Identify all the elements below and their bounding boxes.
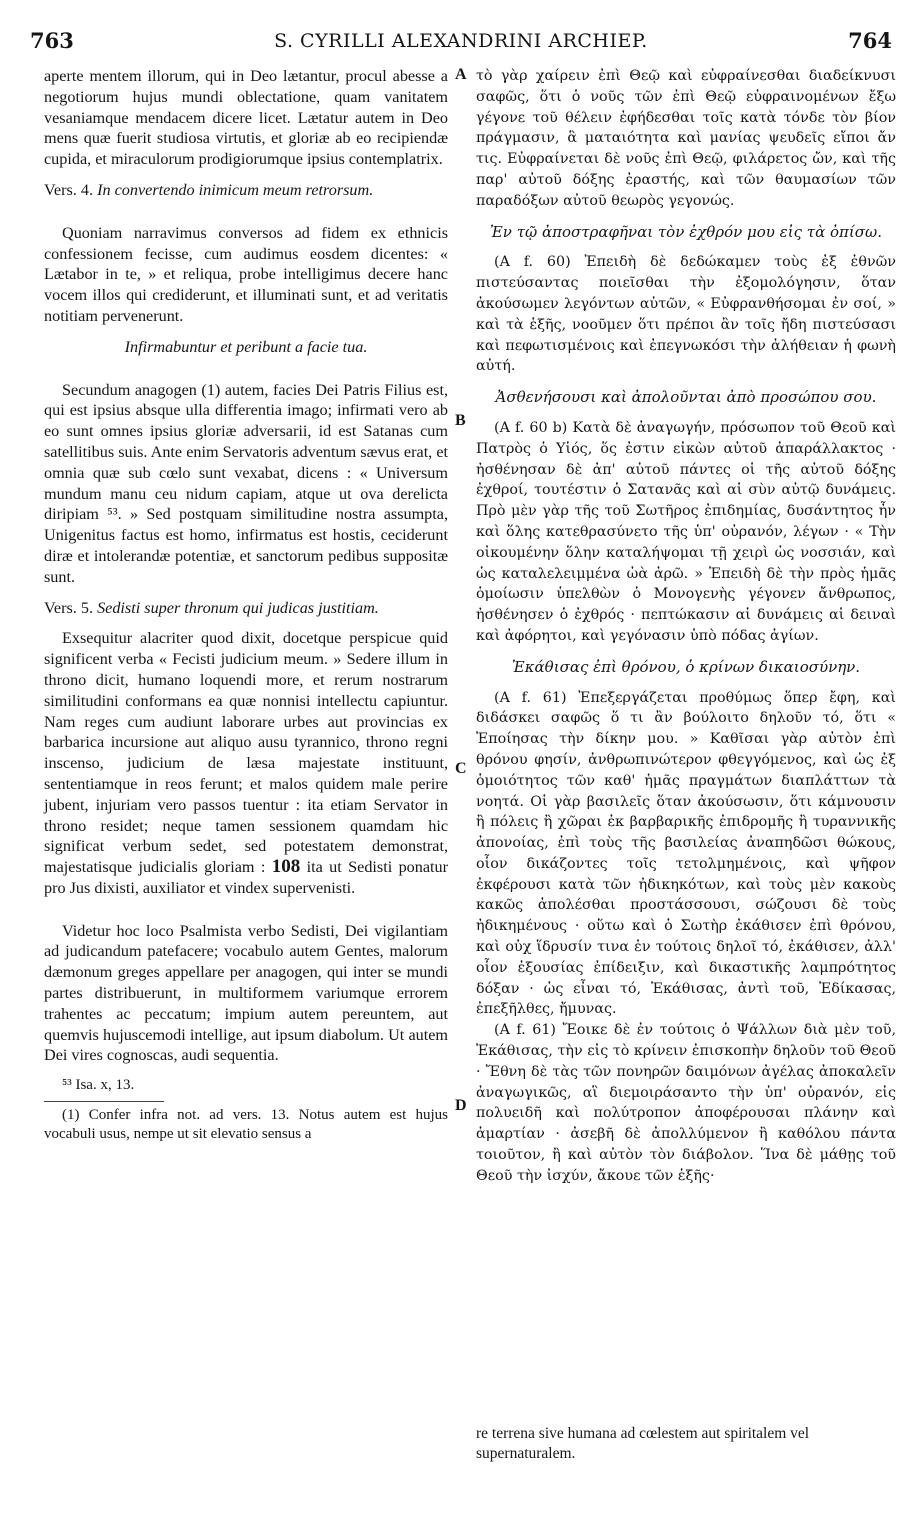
column-number: 108 xyxy=(271,856,301,878)
page-number-right: 764 xyxy=(848,28,892,53)
latin-text: ita ut Sedisti ponatur pro Jus dixisti, auxiliator et vindex supervenisti. xyxy=(44,858,449,897)
latin-paragraph: Quoniam narravimus conversos ad fidem ex ethnicis confessionem fecisse, cum audimus eosdem dicentes: « Lætabor in te, » et reliqua, probe intelligimus decere hanc vocem illos qui crediderunt, et illuminati sunt, et ad veritatis notitiam pervenerunt. xyxy=(44,223,448,325)
margin-marker-a: A xyxy=(455,66,467,83)
verse-text: In convertendo inimicum meum retrorsum. xyxy=(97,180,374,199)
verse-label: Vers. 4. xyxy=(44,180,94,199)
footnote-rule xyxy=(44,1101,164,1102)
verse-heading: Infirmabuntur et peribunt a facie tua. xyxy=(124,337,368,356)
greek-paragraph: (A f. 60 b) Κατὰ δὲ ἀναγωγήν, πρόσωπον τοῦ Θεοῦ καὶ Πατρὸς ὁ Υἱός, ὅς ἐστιν εἰκὼν αὐτοῦ ἀπαράλλακτος · ἠσθένησαν δὲ ἀπ' αὐτοῦ πάντες οἱ τῆς αὐτοῦ δόξης ἐχθροί, τουτέστιν ὁ Σατανᾶς καὶ αἱ σὺν αὐτῷ δυνάμεις. Πρὸ μὲν γὰρ τῆς τοῦ Σωτῆρος ἐπιδημίας, δυσάντητος ἦν καὶ ὅλης κατεθρασύνετο τῆς ὑπ' οὐρανόν, λέγων · « Τὴν οἰκουμένην ὅλην καταλήψομαι τῇ χειρὶ ὡς νοσσιάν, καὶ ὡς καταλελειμμένα ὠὰ ἀρῶ. » Ἐπειδὴ δὲ τὴν πρὸς ἡμᾶς ὁμοίωσιν ὑπελθὼν ὁ Μονογενὴς γέγονεν ἄνθρωπος, ἠσθένησεν ὁ ἐχθρός · πεπτώκασιν αἱ δυνάμεις αἱ δειναὶ καὶ ἀφόρητοι, καὶ γεγόνασιν ὑπὸ πόδας ἁγίων. xyxy=(476,419,896,644)
page-header xyxy=(30,28,892,58)
latin-paragraph: Videtur hoc loco Psalmista verbo Sedisti, Dei vigilantiam ad judicandum patefacere; vocabulo autem Gentes, malorum dæmonum greges appellare per anagogen, qui inter se mundi partes distribuerunt, in multiformem variumque errorem trahentes ac peccatum; impium autem pereuntem, aut quemvis hujuscemodi intellige, aut ipsum diabolum. Ut autem Dei vires cognoscas, audi sequentia. xyxy=(44,921,448,1065)
footnote: (1) Confer infra not. ad vers. 13. Notus autem est hujus vocabuli usus, nempe ut sit elevatio sensus a xyxy=(44,1107,448,1143)
greek-paragraph: (A f. 61) Ἔοικε δὲ ἐν τούτοις ὁ Ψάλλων διὰ μὲν τοῦ, Ἐκάθισας, τὴν εἰς τὸ κρίνειν ἐπισκοπὴν δηλοῦν τοῦ Θεοῦ · Ἔθνη δὲ τὰς τῶν πονηρῶν δαιμόνων ἀγέλας ἀποκαλεῖν ἀναγωγικῶς, αἳ διεμοιράσαντο τὴν ὑπ' οὐρανόν, εἰς πολυειδῆ καὶ πολύτροπον ἀποφέρουσαι πλάνην καὶ ἁμαρτίαν · ἀσεβῆ δὲ ἀπολλύμενον ἢ καθόλου πάντα τοιοῦτον, ἢ καὶ αὐτὸν τὸν διάβολον. Ἵνα δὲ μάθῃς τοῦ Θεοῦ τὴν ἰσχύν, ἄκουε τῶν ἑξῆς· xyxy=(476,1022,896,1184)
greek-paragraph: (A f. 61) Ἐπεξεργάζεται προθύμως ὅπερ ἔφη, καὶ διδάσκει σαφῶς ὅ τι ἂν βούλοιτο δηλοῦν τό, ὅτι « Ἐποίησας τὴν δίκην μου. » Καθῖσαι γὰρ αὐτὸν ἐπὶ θρόνου φησίν, ἀνθρωπινώτερον φθεγγόμενος, καὶ ὡς ἐξ ὁμοιότητος τῶν καθ' ἡμᾶς πραγμάτων διαπλάττων τὰ νοητά. Οἱ γὰρ βασιλεῖς ὅταν ἀκούσωσιν, ὅτι κάμνουσιν ἢ πόλεις ἢ χῶραι ἐκ βαρβαρικῆς ἐπιδρομῆς ἢ τυραννικῆς ἀπονοίας, ἐπὶ τοὺς τῆς βασιλείας ἀναπηδῶσι θώκους, οἷον δικάζοντες τοῖς τετολμημένοις, καὶ ψῆφον ἐκφέρουσι κατὰ τῶν ἠδικηκότων, καὶ τοὺς μὲν κακοὺς κακῶς ἀπολέσθαι προστάσσουσι, σώζουσι δὲ τοὺς ἠδικημένους · οὕτω καὶ ὁ Σωτὴρ ἐκάθισεν ἐπὶ θρόνου, καὶ οὐχ ἵδρυσίν τινα ἐν τούτοις δηλοῖ τό, ἐκάθισεν, ἀλλ' οἷον ἐξουσίας ἐπίδειξιν, καὶ δικαστικῆς λαμπρότητος δόξαν · ὡς εἶναι τό, Ἐκάθισας, ἀντὶ τοῦ, Ἐδίκασας, ἐπεξῆλθες, ἤμυνας. xyxy=(476,689,896,1018)
latin-text: Exsequitur alacriter quod dixit, docetque perspicue quid significent verba « Fecisti judicium meum. » Sedere illum in throno dicit, humano loquendi more, et rerum nostrarum similitudini conformans ea quæ nonnisi intellectu capiuntur. Nam reges cum audiunt laborare urbes aut provincias ex barbarica incursione aut aliquo ausu tyrannico, throno regni inscenso, judicium de læsa majestate instituunt, sententiamque in reos ferunt; et malos quidem male perire jubent, injuriam vero passos tuentur : ita etiam Servator in throno residet; neque tamen sessionem quamdam hic significat verbum sedet, sed potestatem demonstrat, majestatisque judicialis gloriam : xyxy=(44,629,448,877)
latin-paragraph: aperte mentem illorum, qui in Deo lætantur, procul abesse a negotiorum hujus mundi oblectatione, quam vanitatem vesaniamque mendacem dicere licet. Lætatur autem in Deo mens quæ fuerit studiosa virtutis, et gloriæ ab eo recipiendæ cupida, et miraculorum prodigiorumque ipsius contemplatrix. xyxy=(44,67,448,169)
verse-text: Sedisti super thronum qui judicas justitiam. xyxy=(97,598,379,617)
greek-paragraph: τὸ γὰρ χαίρειν ἐπὶ Θεῷ καὶ εὐφραίνεσθαι διαδείκνυσι σαφῶς, ὅτι ὁ νοῦς τῶν ἐπὶ Θεῷ εὐφραινομένων ἔξω γέγονε τοῦ θέλειν ἐφήδεσθαι τοῖς κατὰ τόνδε τὸν βίον πράγμασιν, ἃ ματαιότητα καὶ μανίας ψευδεῖς εἴποι ἄν τις. Εὐφραίνεται δὲ νοῦς ἐπὶ Θεῷ, φιλάρετος ὤν, καὶ τῆς παρ' αὐτοῦ δόξης ἐραστής, καὶ τῶν θαυμασίων τῶν παραδόξων αὐτοῦ θεωρὸς γεγονώς. xyxy=(476,68,896,209)
page-number-left: 763 xyxy=(30,28,74,53)
latin-paragraph xyxy=(44,628,448,898)
running-title: S. CYRILLI ALEXANDRINI ARCHIEP. xyxy=(274,30,648,52)
margin-marker-d: D xyxy=(455,1097,467,1114)
footnote-scripture: ⁵³ Isa. x, 13. xyxy=(62,1077,135,1094)
greek-paragraph: (A f. 60) Ἐπειδὴ δὲ δεδώκαμεν τοὺς ἐξ ἐθνῶν πιστεύσαντας ποιεῖσθαι τὴν ἐξομολόγησιν, ὅταν ἀκούσωμεν λεγόντων αὐτῶν, « Εὐφρανθήσομαι ἐν σοί, » καὶ τὰ ἑξῆς, νοοῦμεν ὅτι πρέποι ἂν τοῖς ἤδη πιστεύσασι καὶ πεφωτισμένοις καὶ ἐπεγνωκόσι τὴν ἀλήθειαν ἡ φωνὴ αὐτή. xyxy=(476,254,896,375)
greek-column xyxy=(476,66,896,1187)
verse-heading xyxy=(44,180,448,201)
latin-paragraph: Secundum anagogen (1) autem, facies Dei Patris Filius est, qui est ipsius absque ulla differentia imago; infirmati vero ab eo sunt omnes ipsius gloriæ adversarii, id est Satanas cum satellitibus suis. Ante enim Servatoris adventum sævus erat, et omnia quæ sub cœlo sunt vexabat, dicens : « Universum mundum manu ceu nidum capiam, atque ut ova derelicta diripiam ⁵³. » Sed postquam similitudine nostra assumpta, Unigenitus factus est homo, infirmatus est hostis, ceciderunt diræ et intolerandæ potentiæ, et sanctorum pedibus suppositæ sunt. xyxy=(44,380,448,586)
margin-marker-c: C xyxy=(455,760,467,777)
footnote-continuation: re terrena sive humana ad cœlestem aut spiritalem vel supernaturalem. xyxy=(476,1425,810,1462)
margin-marker-b: B xyxy=(455,412,466,429)
verse-heading xyxy=(44,598,448,619)
verse-heading-greek: Ἐν τῷ ἀποστραφῆναι τὸν ἐχθρόν μου εἰς τὰ ὀπίσω. xyxy=(490,222,882,241)
verse-label: Vers. 5. xyxy=(44,598,94,617)
latin-column xyxy=(44,66,448,1144)
verse-heading-greek: Ἀσθενήσουσι καὶ ἀπολοῦνται ἀπὸ προσώπου σου. xyxy=(495,388,877,407)
verse-heading-greek: Ἐκάθισας ἐπὶ θρόνου, ὁ κρίνων δικαιοσύνην. xyxy=(511,657,861,676)
